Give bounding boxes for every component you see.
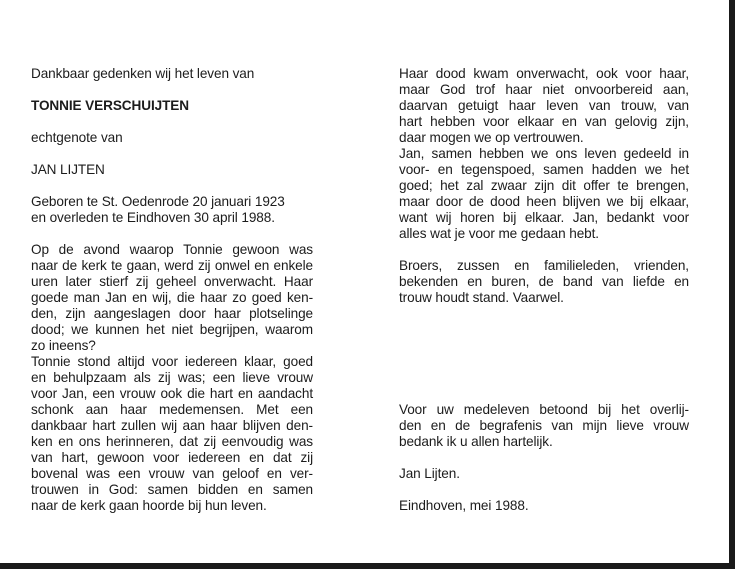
text-line: den, zijn aangeslagen door haar plotselinge <box>31 306 313 321</box>
text-line: bekenden en buren, de band van liefde en <box>399 274 689 289</box>
text-line: alles wat je voor me gedaan hebt. <box>399 226 599 241</box>
text-line: trouw houdt stand. Vaarwel. <box>399 290 564 305</box>
text-line: dood; we kunnen het niet begrijpen, waarom <box>31 322 313 337</box>
text-line: bedank ik u allen hartelijk. <box>399 434 553 449</box>
relation-line: echtgenote van <box>31 130 123 145</box>
left-column <box>31 66 313 514</box>
text-line: goede man Jan en wij, die haar zo goed ken- <box>31 290 313 305</box>
text-line: maar God trof haar niet onvoorbereid aan, <box>399 82 689 97</box>
text-line: trouwen in God: samen bidden en samen <box>31 482 313 497</box>
text-line: ken en ons herinneren, dat zij eenvoudig was <box>31 434 313 449</box>
death-line: en overleden te Eindhoven 30 april 1988. <box>31 210 275 225</box>
spouse-name: JAN LIJTEN <box>31 162 105 177</box>
text-line: en behulpzaam als zij was; een lieve vrouw <box>31 370 313 385</box>
birth-line: Geboren te St. Oedenrode 20 januari 1923 <box>31 194 285 209</box>
text-line: zo ineens? <box>31 338 96 353</box>
text-line: bovenal was een vrouw van geloof en ver- <box>31 466 313 481</box>
text-line: Broers, zussen en familieleden, vrienden, <box>399 258 689 273</box>
text-line: schonk aan haar medemensen. Met een <box>31 402 313 417</box>
text-line: Voor uw medeleven betoond bij het overlij- <box>399 402 689 417</box>
paragraph-character <box>31 354 313 514</box>
signature: Jan Lijten. <box>399 466 460 481</box>
deceased-name: TONNIE VERSCHUIJTEN <box>31 98 189 113</box>
place-date: Eindhoven, mei 1988. <box>399 498 529 513</box>
text-line: voor- en tegenspoed, samen hadden we het <box>399 162 689 177</box>
text-line: Jan, samen hebben we ons leven gedeeld in <box>399 146 689 161</box>
text-line: goed; het zal zwaar zijn dit offer te brengen, <box>399 178 689 193</box>
paragraph-evening <box>31 242 313 354</box>
text-line: daarvan getuigt haar leven van trouw, van <box>399 98 689 113</box>
paragraph-family <box>399 258 689 306</box>
intro-line: Dankbaar gedenken wij het leven van <box>31 66 255 81</box>
text-line: hart hebben voor elkaar en van gelovig zijn, <box>399 114 689 129</box>
paragraph-unexpected <box>399 66 689 146</box>
text-line: van hart, gewoon voor iedereen en dat zij <box>31 450 313 465</box>
text-line: Tonnie stond altijd voor iedereen klaar, goed <box>31 354 313 369</box>
text-line: want wij horen bij elkaar. Jan, bedankt voor <box>399 210 689 225</box>
text-line: dankbaar hart zullen wij aan haar blijven den- <box>31 418 313 433</box>
text-line: maar door de dood heen blijven we bij elkaar, <box>399 194 689 209</box>
text-line: uren later stierf zij geheel onverwacht. Haar <box>31 274 313 289</box>
text-line: Haar dood kwam onverwacht, ook voor haar, <box>399 66 689 81</box>
right-column <box>399 66 689 514</box>
text-line: daar mogen we op vertrouwen. <box>399 130 584 145</box>
text-line: den en de begrafenis van mijn lieve vrouw <box>399 418 689 433</box>
text-line: voor Jan, een vrouw ook die hart en aandacht <box>31 386 313 401</box>
text-line: naar de kerk te gaan, werd zij onwel en enkele <box>31 258 313 273</box>
paragraph-thanks <box>399 402 689 450</box>
text-line: Op de avond waarop Tonnie gewoon was <box>31 242 313 257</box>
text-line: naar de kerk gaan hoorde bij hun leven. <box>31 498 267 513</box>
paragraph-farewell-jan <box>399 146 689 242</box>
